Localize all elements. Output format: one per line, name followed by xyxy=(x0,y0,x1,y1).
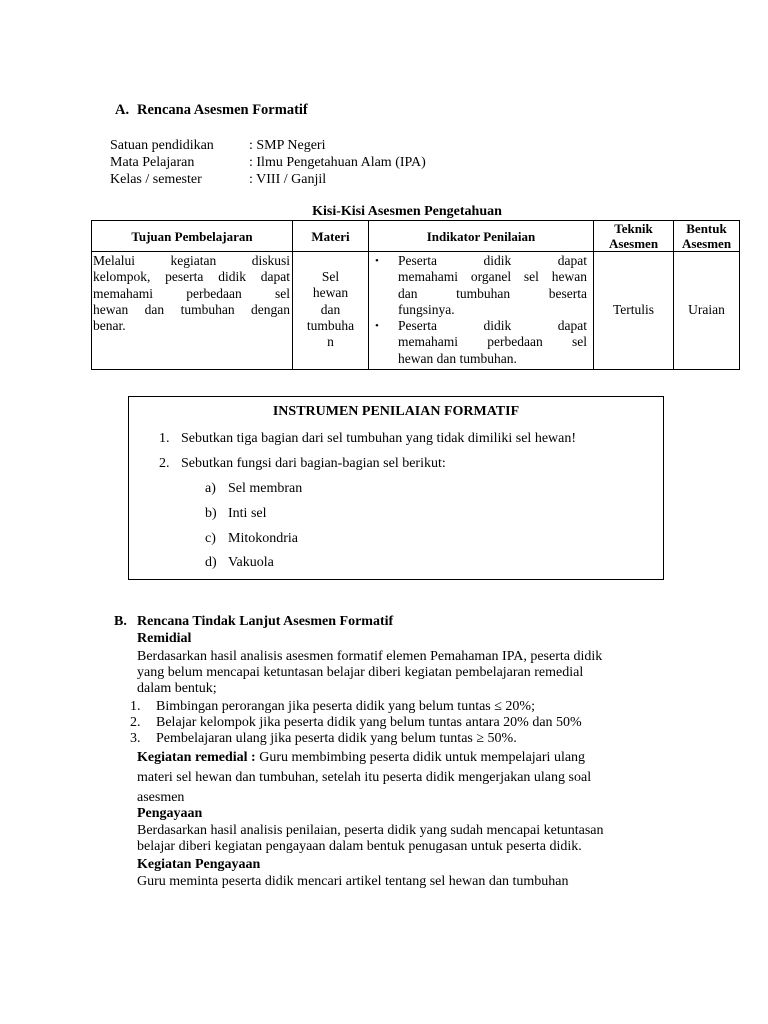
bullet-icon: • xyxy=(375,255,379,267)
indikator-line: dan tumbuhan beserta xyxy=(398,285,587,301)
sub-item-text: Sel membran xyxy=(228,481,303,496)
info-row-kelas xyxy=(110,171,426,188)
header-bentuk-line2: Asesmen xyxy=(681,236,732,251)
section-b-title xyxy=(114,614,393,630)
instrumen-title: INSTRUMEN PENILAIAN FORMATIF xyxy=(272,404,520,419)
pengayaan-heading: Pengayaan xyxy=(137,806,203,821)
instrumen-box xyxy=(128,396,664,580)
info-label: Mata Pelajaran xyxy=(110,155,195,170)
kegiatan-remedial-text: Guru membimbing peserta didik untuk mempelajari ulang xyxy=(255,750,586,765)
bullet-icon: • xyxy=(375,320,379,333)
indikator-line: fungsinya. xyxy=(398,301,455,317)
header-bentuk xyxy=(674,221,740,252)
list-item xyxy=(130,731,582,747)
paragraph-line: Berdasarkan hasil analisis asesmen formatif elemen Pemahaman IPA, peserta didik xyxy=(137,649,603,664)
question-text: Sebutkan tiga bagian dari sel tumbuhan yang tidak dimiliki sel hewan! xyxy=(181,431,577,446)
paragraph-line: Berdasarkan hasil analisis penilaian, peserta didik yang sudah mencapai ketuntasan xyxy=(137,823,604,838)
table-header-row xyxy=(92,221,740,252)
header-tujuan: Tujuan Pembelajaran xyxy=(92,221,293,252)
sub-item-text: Inti sel xyxy=(228,506,267,521)
kegiatan-remedial-line: asesmen xyxy=(137,790,185,805)
pengayaan-paragraph xyxy=(137,823,604,855)
sub-item-text: Mitokondria xyxy=(228,531,298,546)
info-label: Satuan pendidikan xyxy=(110,138,214,153)
paragraph-line: yang belum mencapai ketuntasan belajar diberi kegiatan pembelajaran remedial xyxy=(137,665,584,680)
remedial-list xyxy=(130,699,582,747)
cell-teknik: Tertulis xyxy=(594,252,674,370)
list-item xyxy=(130,715,582,731)
section-a-letter: A. xyxy=(115,102,130,118)
list-number: 3. xyxy=(130,731,141,746)
section-a-title xyxy=(115,102,308,119)
sub-item-letter: d) xyxy=(205,555,217,570)
kegiatan-remedial-label: Kegiatan remedial : xyxy=(137,750,256,765)
tujuan-line: kelompok, peserta didik dapat xyxy=(93,269,290,285)
indikator-line: hewan dan tumbuhan. xyxy=(398,350,517,366)
sub-item-letter: b) xyxy=(205,506,217,521)
list-text: Pembelajaran ulang jika peserta didik yang belum tuntas ≥ 50%. xyxy=(156,731,517,746)
question-item xyxy=(159,456,446,472)
info-value: : VIII / Ganjil xyxy=(249,172,327,187)
tujuan-line: hewan dan tumbuhan dengan xyxy=(93,301,290,317)
info-value: : Ilmu Pengetahuan Alam (IPA) xyxy=(249,155,426,170)
sub-item-letter: a) xyxy=(205,481,216,496)
materi-line: Sel xyxy=(321,269,340,284)
header-bentuk-line1: Bentuk xyxy=(686,221,727,236)
question-number: 1. xyxy=(159,431,170,446)
cell-tujuan xyxy=(92,252,293,370)
indikator-line: Peserta didik dapat xyxy=(398,318,587,334)
header-materi: Materi xyxy=(293,221,369,252)
cell-materi xyxy=(293,252,369,370)
list-item xyxy=(130,699,582,715)
info-row-satuan xyxy=(110,137,426,154)
cell-bentuk: Uraian xyxy=(674,252,740,370)
cell-indikator xyxy=(369,252,594,370)
remidial-heading: Remidial xyxy=(137,631,192,646)
paragraph-line: dalam bentuk; xyxy=(137,681,217,696)
indikator-line: Peserta didik dapat xyxy=(398,253,587,268)
tujuan-line: Melalui kegiatan diskusi xyxy=(93,253,290,268)
question-item xyxy=(159,431,576,447)
table-row xyxy=(92,252,740,370)
indikator-list xyxy=(369,253,593,367)
list-text: Belajar kelompok jika peserta didik yang belum tuntas antara 20% dan 50% xyxy=(156,715,582,730)
kegiatan-remedial-line: materi sel hewan dan tumbuhan, setelah itu peserta didik mengerjakan ulang soal xyxy=(137,770,592,785)
section-a-heading: Rencana Asesmen Formatif xyxy=(137,102,308,118)
kegiatan-remedial-line xyxy=(137,748,591,768)
kegiatan-pengayaan-text: Guru meminta peserta didik mencari artikel tentang sel hewan dan tumbuhan xyxy=(137,874,569,889)
info-label: Kelas / semester xyxy=(110,172,202,187)
header-teknik-line1: Teknik xyxy=(614,221,653,236)
header-teknik xyxy=(594,221,674,252)
sub-item xyxy=(205,531,298,547)
info-row-mapel xyxy=(110,154,426,171)
header-teknik-line2: Asesmen xyxy=(608,236,659,251)
paragraph-line: belajar diberi kegiatan pengayaan dalam bentuk penugasan untuk peserta didik. xyxy=(137,839,582,854)
materi-line: tumbuha xyxy=(306,317,355,333)
header-indikator: Indikator Penilaian xyxy=(369,221,594,252)
remidial-paragraph xyxy=(137,649,602,697)
sub-item-text: Vakuola xyxy=(228,555,274,570)
kisi-kisi-table xyxy=(91,220,740,370)
materi-line: n xyxy=(327,334,334,350)
sub-item xyxy=(205,555,274,571)
kisi-kisi-title: Kisi-Kisi Asesmen Pengetahuan xyxy=(312,204,502,219)
identity-info xyxy=(110,137,426,188)
tujuan-line: memahami perbedaan sel xyxy=(93,285,290,301)
info-value: : SMP Negeri xyxy=(249,138,326,153)
list-number: 1. xyxy=(130,699,141,714)
question-number: 2. xyxy=(159,456,170,471)
section-b-heading: Rencana Tindak Lanjut Asesmen Formatif xyxy=(137,614,394,629)
kegiatan-pengayaan-heading: Kegiatan Pengayaan xyxy=(137,857,261,872)
section-b-letter: B. xyxy=(114,614,127,629)
indikator-line: memahami organel sel hewan xyxy=(398,269,587,285)
list-text: Bimbingan perorangan jika peserta didik yang belum tuntas ≤ 20%; xyxy=(156,699,535,714)
materi-line: hewan xyxy=(312,285,349,301)
sub-item xyxy=(205,481,302,497)
kegiatan-remedial xyxy=(137,748,591,808)
list-number: 2. xyxy=(130,715,141,730)
materi-line: dan xyxy=(320,301,341,317)
sub-item-letter: c) xyxy=(205,531,216,546)
indikator-line: memahami perbedaan sel xyxy=(398,334,587,350)
indikator-item xyxy=(369,253,593,318)
question-text: Sebutkan fungsi dari bagian-bagian sel berikut: xyxy=(181,456,446,471)
tujuan-line: benar. xyxy=(93,318,126,334)
indikator-item xyxy=(369,318,593,367)
sub-item xyxy=(205,506,267,522)
